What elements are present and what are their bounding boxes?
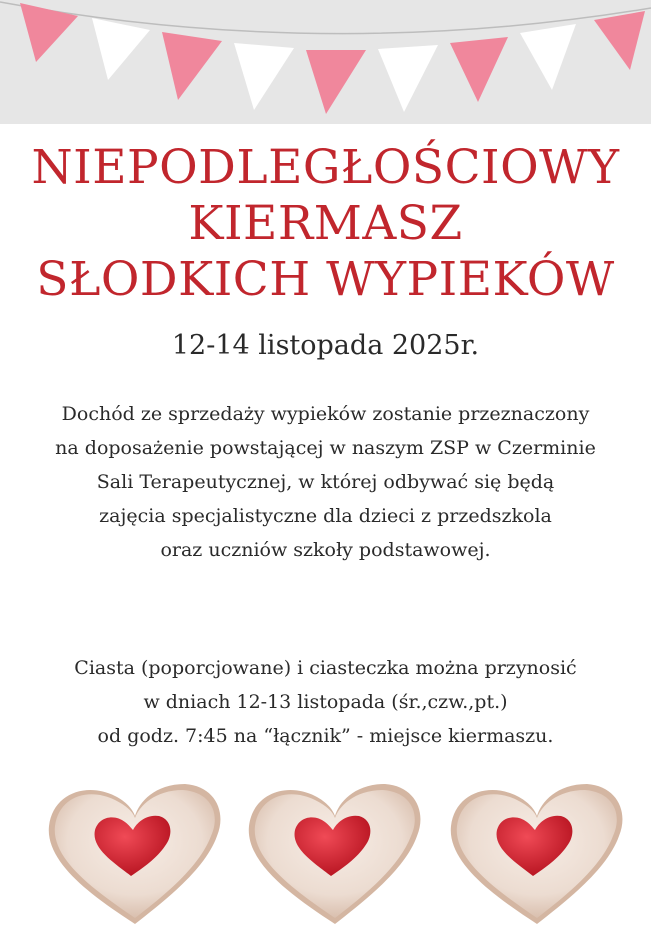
flag-pink [594,11,645,70]
title-line-1: NIEPODLEGŁOŚCIOWY [31,140,620,195]
flag-white [234,43,294,110]
paragraph-purpose [0,397,651,567]
flag-white [92,18,150,80]
bunting-banner [0,0,651,124]
bunting-flags [0,0,651,124]
paragraph-line: zajęcia specjalistyczne dla dzieci z przedszkola [99,505,552,527]
flag-pink [450,37,508,102]
event-date: 12-14 listopada 2025r. [171,330,480,361]
flag-white [520,24,576,90]
heart-cookies [0,778,651,932]
heart-cookie-icon [249,784,421,924]
title-line-2: KIERMASZ [188,196,463,251]
flag-pink [306,50,366,114]
paragraph-line: od godz. 7:45 na “łącznik” - miejsce kiermaszu. [97,725,554,747]
paragraph-line: na doposażenie powstającej w naszym ZSP w Czerminie [55,437,596,459]
title-line-3: SŁODKICH WYPIEKÓW [36,252,615,307]
flag-pink [162,32,222,100]
paragraph-line: Ciasta (poporcjowane) i ciasteczka można przynosić [74,657,577,679]
paragraph-line: Sali Terapeutycznej, w której odbywać się będą [96,471,555,493]
flag-pink [20,3,78,62]
paragraph-line: w dniach 12-13 listopada (śr.,czw.,pt.) [143,691,508,713]
heart-cookie-icon [451,784,623,924]
paragraph-line: Dochód ze sprzedaży wypieków zostanie przeznaczony [61,403,590,425]
page-title [0,140,651,308]
paragraph-line: oraz uczniów szkoły podstawowej. [160,539,491,561]
heart-cookie-icon [49,784,221,924]
paragraph-instructions [0,651,651,753]
flag-white [378,45,438,112]
